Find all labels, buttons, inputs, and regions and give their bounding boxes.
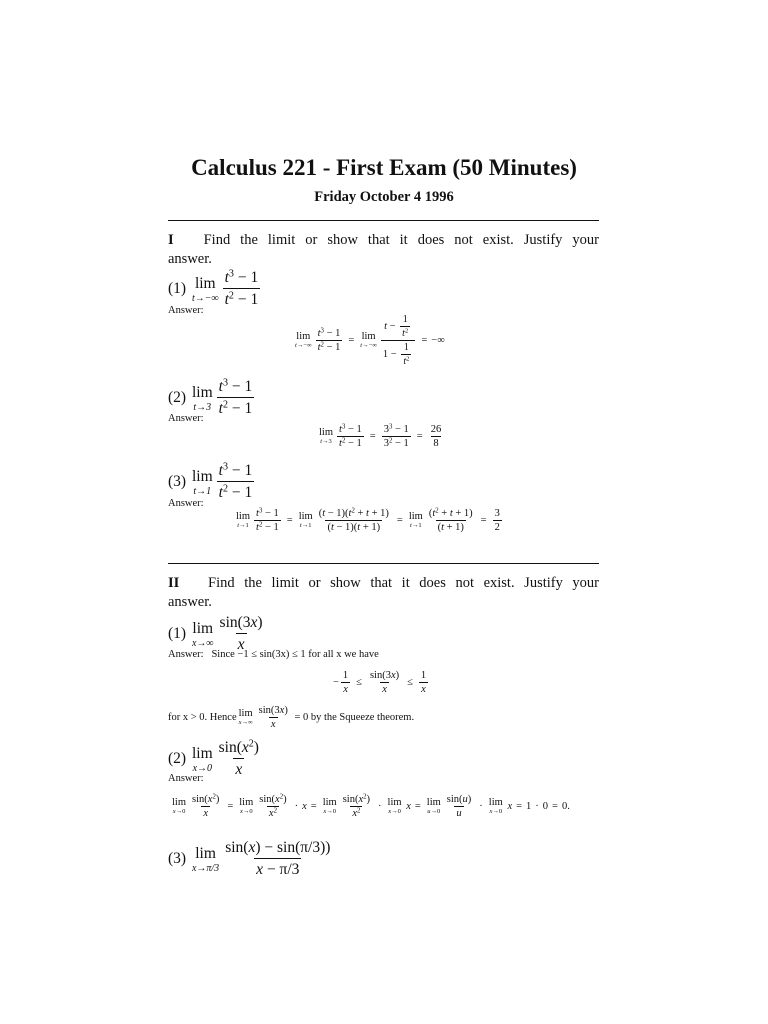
problem-1-3: (3) lim t→1 $\frac{t^3 - 1}{t^2 - 1}$ [168, 461, 253, 501]
problem-2-3: (3) lim x→π/3 $\frac{\sin(x) - \sin(\pi/3))}{x - \pi/3}$ [168, 839, 331, 878]
problem-2-1: (1) lim x→∞ $\frac{\sin(3x)}{x}$ [168, 614, 263, 653]
answer-label: Answer: [168, 498, 204, 509]
answer-label: Answer: [168, 305, 204, 316]
limit-subscript: x→∞ [191, 637, 214, 649]
exam-date: Friday October 4 1996 [314, 189, 454, 205]
problem-number: (2) [168, 750, 187, 767]
answer-1-1-math: lim t→−∞ $\frac{t^3 - 1}{t^2 - 1}$ = lim t→−∞ t − $\frac{1}{t^2}$ 1 − $\frac{1}{t^2}$ = −∞ [295, 314, 445, 367]
problem-2-2: (2) lim x→0 $\frac{\sin(x^2)}{x}$ [168, 738, 259, 778]
answer-2-1-text: Since −1 ≤ sin(3x) ≤ 1 for all x we have [211, 649, 379, 660]
section-1-instructions [168, 231, 599, 269]
section-2-instruction-line1: Find the limit or show that it does not exist. Justify your [208, 575, 600, 591]
answer-1-2-math: lim t→3 $\frac{t^3 - 1}{t^2 - 1}$ = $\frac{3^3 - 1}{3^2 - 1}$ = $\frac{26}{8}$ [319, 423, 442, 449]
answer-1-3-math: lim t→1 $\frac{t^3 - 1}{t^2 - 1}$ = lim t→1 $\frac{(t - 1)(t^2 + t + 1)}{(t - 1)(t + 1)}$ = lim t→1 $\frac{(t^2 + t + 1)}{(t + 1)}$ = $\frac{3}{2}$ [236, 507, 500, 533]
section-1-instruction-line2: answer. [168, 251, 212, 267]
problem-1-2: (2) lim t→3 $\frac{t^3 - 1}{t^2 - 1}$ [168, 377, 253, 417]
section-1-instruction-line1: Find the limit or show that it does not exist. Justify your [203, 232, 599, 248]
problem-1-1: (1) lim t→−∞ $\frac{t^3 - 1}{t^2 - 1}$ [168, 268, 259, 308]
section-2-instructions [168, 574, 599, 612]
squeeze-conclusion-suffix: = 0 by the Squeeze theorem. [294, 712, 415, 723]
section-2-numeral: II [168, 575, 180, 591]
exam-title: Calculus 221 - First Exam (50 Minutes) [191, 155, 577, 180]
limit-subscript: t→−∞ [191, 292, 219, 304]
answer-label: Answer: [168, 649, 204, 660]
limit-subscript: x→0 [192, 762, 213, 774]
section-1-numeral: I [168, 232, 174, 248]
answer-label: Answer: [168, 413, 204, 424]
section-2-instruction-line2: answer. [168, 594, 212, 610]
problem-number: (2) [168, 389, 187, 406]
squeeze-conclusion: for x > 0. Hence lim x→∞ $\frac{\sin(3x)}{x}$ = 0 by the Squeeze theorem. [168, 705, 415, 730]
squeeze-conclusion-prefix: for x > 0. Hence [168, 712, 237, 723]
problem-number: (1) [168, 625, 187, 642]
answer-label: Answer: [168, 773, 204, 784]
answer-2-2-math: lim x→0 $\frac{\sin(x^2)}{x}$ = lim x→0 $\frac{\sin(x^2)}{x^2}$ · x = lim x→0 $\frac{\sin(x^2)}{x^2}$ · lim x→0 x = lim u→0 $\frac{\sin(u)}{u}$ · lim x→0 x = 1 · 0 = 0. [172, 793, 570, 819]
section-divider [168, 563, 599, 564]
problem-number: (3) [168, 473, 187, 490]
problem-number: (3) [168, 850, 187, 867]
limit-subscript: t→3 [193, 401, 212, 413]
squeeze-inequality: − $\frac{1}{x}$ ≤ $\frac{\sin(3x)}{x}$ ≤ $\frac{1}{x}$ [333, 670, 427, 695]
answer-2-1-intro [168, 649, 379, 660]
problem-number: (1) [168, 280, 187, 297]
limit-subscript: t→1 [193, 485, 212, 497]
limit-subscript: x→π/3 [191, 862, 220, 874]
header-divider [168, 220, 599, 221]
